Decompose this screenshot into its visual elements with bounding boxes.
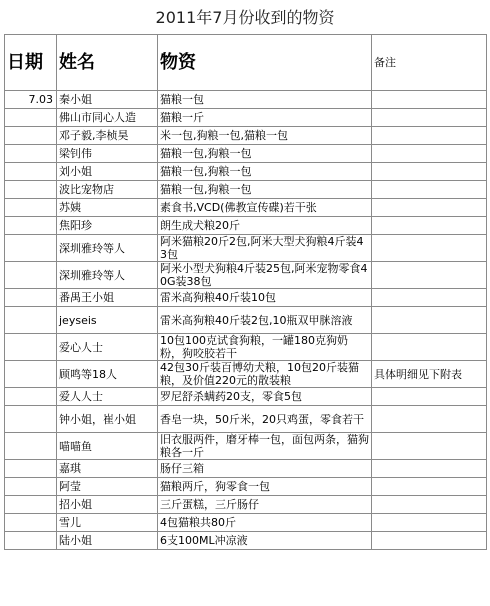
goods-cell: 肠仔三箱 [158,460,372,478]
date-cell [5,388,57,406]
goods-cell: 猫粮一包,狗粮一包 [158,145,372,163]
date-cell [5,217,57,235]
header-date: 日期 [5,35,57,91]
name-cell: 深圳雅玲等人 [57,262,158,289]
goods-cell: 猫粮一包,狗粮一包 [158,181,372,199]
note-cell [372,496,487,514]
table-row [5,361,487,388]
date-cell [5,532,57,550]
name-cell: 刘小姐 [57,163,158,181]
table-row [5,145,487,163]
table-row [5,235,487,262]
name-cell: 梁钊伟 [57,145,158,163]
header-row [5,35,487,91]
goods-cell: 猫粮一包 [158,91,372,109]
note-cell [372,163,487,181]
name-cell: 波比宠物店 [57,181,158,199]
name-cell: 陆小姐 [57,532,158,550]
goods-cell: 4包猫粮共80斤 [158,514,372,532]
table-row [5,460,487,478]
note-cell [372,289,487,307]
date-cell [5,460,57,478]
name-cell: 喵喵鱼 [57,433,158,460]
name-cell: jeyseis [57,307,158,334]
goods-cell: 米一包,狗粮一包,猫粮一包 [158,127,372,145]
table-row [5,478,487,496]
table-row [5,433,487,460]
note-cell [372,199,487,217]
name-cell: 邓子毅,李桢昊 [57,127,158,145]
note-cell [372,460,487,478]
date-cell [5,307,57,334]
date-cell [5,406,57,433]
date-cell [5,334,57,361]
goods-cell: 42包30斤装百博幼犬粮，10包20斤装猫粮，及价值220元的散装粮 [158,361,372,388]
goods-cell: 6支100ML冲凉液 [158,532,372,550]
table-row [5,334,487,361]
note-cell [372,307,487,334]
name-cell: 焦阳珍 [57,217,158,235]
name-cell: 深圳雅玲等人 [57,235,158,262]
name-cell: 招小姐 [57,496,158,514]
date-cell [5,181,57,199]
goods-cell: 素食书,VCD(佛教宣传碟)若干张 [158,199,372,217]
goods-cell: 阿米小型犬狗粮4斤装25包,阿米宠物零食40G装38包 [158,262,372,289]
header-name: 姓名 [57,35,158,91]
note-cell [372,433,487,460]
note-cell [372,478,487,496]
header-goods: 物资 [158,35,372,91]
note-cell [372,181,487,199]
date-cell [5,262,57,289]
goods-cell: 雷米高狗粮40斤装2包,10瓶双甲脒溶液 [158,307,372,334]
page-title: 2011年7月份收到的物资 [155,8,335,27]
name-cell: 阿莹 [57,478,158,496]
date-cell [5,478,57,496]
supplies-table [4,34,487,550]
table-row [5,91,487,109]
name-cell: 雪儿 [57,514,158,532]
name-cell: 爱心人士 [57,334,158,361]
table-row [5,163,487,181]
date-cell [5,433,57,460]
note-cell: 具体明细见下附表 [372,361,487,388]
date-cell [5,145,57,163]
table-row [5,514,487,532]
note-cell [372,514,487,532]
name-cell: 嘉琪 [57,460,158,478]
goods-cell: 朗生成犬粮20斤 [158,217,372,235]
date-cell [5,361,57,388]
goods-cell: 雷米高狗粮40斤装10包 [158,289,372,307]
name-cell: 顾鸣等18人 [57,361,158,388]
note-cell [372,217,487,235]
goods-cell: 猫粮一包,狗粮一包 [158,163,372,181]
note-cell [372,145,487,163]
table-row [5,199,487,217]
goods-cell: 罗尼舒杀螨药20支，零食5包 [158,388,372,406]
date-cell [5,235,57,262]
goods-cell: 香皂一块，50斤米，20只鸡蛋，零食若干 [158,406,372,433]
table-row [5,262,487,289]
name-cell: 秦小姐 [57,91,158,109]
goods-cell: 阿米猫粮20斤2包,阿米大型犬狗粮4斤装43包 [158,235,372,262]
date-cell [5,127,57,145]
table-row [5,109,487,127]
date-cell [5,163,57,181]
goods-cell: 三斤蛋糕，三斤肠仔 [158,496,372,514]
header-note: 备注 [372,35,487,91]
table-row [5,307,487,334]
goods-cell: 猫粮两斤，狗零食一包 [158,478,372,496]
note-cell [372,235,487,262]
note-cell [372,262,487,289]
date-cell [5,289,57,307]
name-cell: 爱人人士 [57,388,158,406]
date-cell [5,496,57,514]
goods-cell: 猫粮一斤 [158,109,372,127]
table-row [5,496,487,514]
name-cell: 苏姨 [57,199,158,217]
name-cell: 番禺王小姐 [57,289,158,307]
goods-cell: 10包100克试食狗粮，一罐180克狗奶粉，狗咬胶若干 [158,334,372,361]
date-cell [5,109,57,127]
table-row [5,388,487,406]
note-cell [372,388,487,406]
name-cell: 钟小姐，崔小姐 [57,406,158,433]
table-row [5,127,487,145]
table-row [5,217,487,235]
table-row [5,406,487,433]
note-cell [372,532,487,550]
table-row [5,532,487,550]
note-cell [372,109,487,127]
note-cell [372,91,487,109]
table-row [5,181,487,199]
note-cell [372,406,487,433]
note-cell [372,127,487,145]
note-cell [372,334,487,361]
table-row [5,289,487,307]
date-cell [5,199,57,217]
goods-cell: 旧衣服两件，磨牙棒一包，面包两条，猫狗粮各一斤 [158,433,372,460]
name-cell: 佛山市同心人造 [57,109,158,127]
date-cell [5,514,57,532]
date-cell: 7.03 [5,91,57,109]
